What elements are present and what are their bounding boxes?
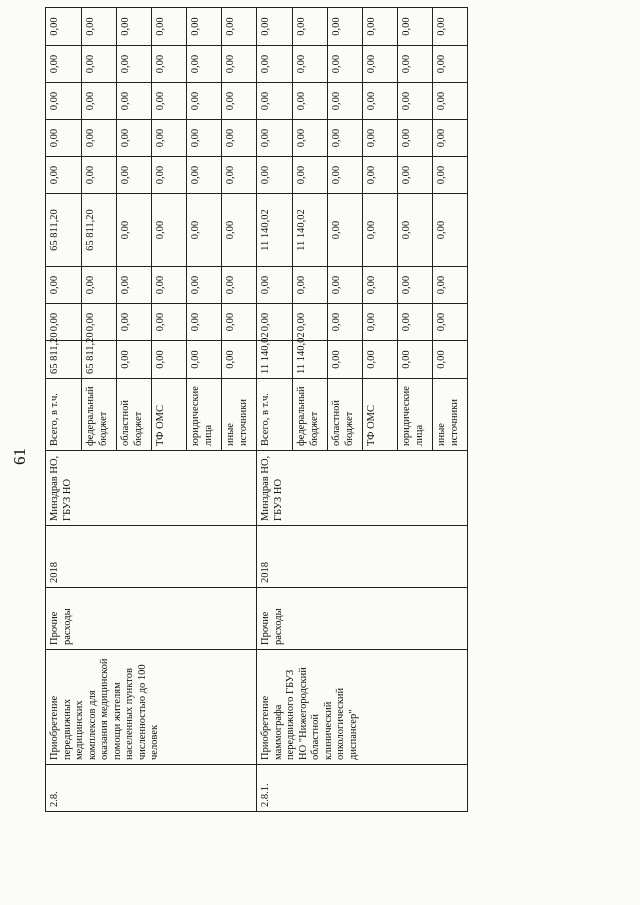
value-cell: 0,00: [117, 120, 152, 157]
value-cell: 0,00: [117, 194, 152, 267]
value-cell: 0,00: [152, 83, 187, 120]
value-cell: 0,00: [82, 8, 117, 46]
funding-source: юридические лица: [187, 379, 222, 451]
funding-source: иные источники: [433, 379, 468, 451]
value-cell: 0,00: [117, 341, 152, 379]
value-cell: 0,00: [46, 304, 82, 341]
value-cell: 0,00: [433, 267, 468, 304]
value-cell: 0,00: [433, 8, 468, 46]
funding-source: областной бюджет: [117, 379, 152, 451]
value-cell: 0,00: [293, 46, 328, 83]
item-number: 2.8.: [46, 765, 257, 812]
value-cell: 0,00: [257, 8, 293, 46]
value-cell: 0,00: [257, 46, 293, 83]
executor: Минздрав НО, ГБУЗ НО: [257, 451, 468, 526]
value-cell: 0,00: [398, 341, 433, 379]
item-name: Приобретение маммографа передвижного ГБУЗ НО "Нижегородский областной клинический онкологический диспансер": [257, 650, 468, 765]
value-cell: 0,00: [257, 267, 293, 304]
value-cell: 0,00: [398, 8, 433, 46]
value-cell: 0,00: [398, 83, 433, 120]
value-cell: 11 140,02: [257, 194, 293, 267]
value-cell: 0,00: [152, 46, 187, 83]
funding-source: иные источники: [222, 379, 257, 451]
value-cell: 0,00: [187, 341, 222, 379]
year: 2018: [46, 526, 257, 588]
value-cell: 0,00: [117, 267, 152, 304]
value-cell: 0,00: [328, 120, 363, 157]
value-cell: 0,00: [82, 304, 117, 341]
value-cell: 0,00: [222, 157, 257, 194]
item-name: Приобретение передвижных медицинских комплексов для оказания медицинской помощи жителям населенных пунктов численностью до 100 человек: [46, 650, 257, 765]
value-cell: 0,00: [257, 304, 293, 341]
value-cell: 0,00: [222, 46, 257, 83]
value-cell: 0,00: [117, 46, 152, 83]
value-cell: 0,00: [328, 304, 363, 341]
value-cell: 0,00: [222, 304, 257, 341]
value-cell: 0,00: [398, 194, 433, 267]
value-cell: 0,00: [82, 46, 117, 83]
value-cell: 0,00: [152, 194, 187, 267]
value-cell: 11 140,02: [293, 194, 328, 267]
value-cell: 0,00: [257, 83, 293, 120]
value-cell: 0,00: [82, 83, 117, 120]
value-cell: 0,00: [257, 120, 293, 157]
value-cell: 0,00: [363, 341, 398, 379]
value-cell: 0,00: [187, 83, 222, 120]
page-number: 61: [10, 448, 29, 465]
value-cell: 0,00: [46, 120, 82, 157]
value-cell: 0,00: [152, 341, 187, 379]
value-cell: 0,00: [328, 267, 363, 304]
value-cell: 0,00: [363, 83, 398, 120]
value-cell: 65 811,20: [46, 341, 82, 379]
value-cell: 0,00: [82, 267, 117, 304]
value-cell: 0,00: [293, 120, 328, 157]
funding-source: юридические лица: [398, 379, 433, 451]
value-cell: 0,00: [433, 157, 468, 194]
value-cell: 0,00: [187, 8, 222, 46]
value-cell: 0,00: [433, 341, 468, 379]
value-cell: 0,00: [363, 46, 398, 83]
value-cell: 0,00: [222, 341, 257, 379]
funding-source: Всего, в т.ч.: [257, 379, 293, 451]
value-cell: 0,00: [398, 267, 433, 304]
value-cell: 0,00: [82, 120, 117, 157]
value-cell: 0,00: [293, 157, 328, 194]
value-cell: 0,00: [117, 83, 152, 120]
value-cell: 0,00: [433, 194, 468, 267]
expense-type: Прочие расходы: [46, 588, 257, 650]
value-cell: 0,00: [187, 194, 222, 267]
value-cell: 0,00: [433, 304, 468, 341]
value-cell: 0,00: [293, 304, 328, 341]
value-cell: 0,00: [117, 8, 152, 46]
value-cell: 0,00: [398, 46, 433, 83]
funding-source: областной бюджет: [328, 379, 363, 451]
value-cell: 0,00: [82, 157, 117, 194]
value-cell: 0,00: [222, 83, 257, 120]
value-cell: 0,00: [363, 267, 398, 304]
value-cell: 11 140,02: [257, 341, 293, 379]
value-cell: 65 811,20: [82, 194, 117, 267]
value-cell: 0,00: [433, 83, 468, 120]
value-cell: 0,00: [187, 46, 222, 83]
value-cell: 0,00: [187, 267, 222, 304]
value-cell: 0,00: [328, 341, 363, 379]
value-cell: 11 140,02: [293, 341, 328, 379]
table-body: [46, 8, 468, 812]
budget-table: [45, 7, 468, 812]
value-cell: 0,00: [363, 8, 398, 46]
value-cell: 0,00: [152, 120, 187, 157]
value-cell: 0,00: [222, 8, 257, 46]
value-cell: 0,00: [363, 157, 398, 194]
value-cell: 0,00: [222, 194, 257, 267]
value-cell: 0,00: [222, 267, 257, 304]
value-cell: 0,00: [433, 46, 468, 83]
value-cell: 0,00: [46, 8, 82, 46]
value-cell: 0,00: [363, 304, 398, 341]
value-cell: 0,00: [117, 157, 152, 194]
item-number: 2.8.1.: [257, 765, 468, 812]
value-cell: 0,00: [46, 157, 82, 194]
value-cell: 0,00: [293, 83, 328, 120]
value-cell: 0,00: [293, 267, 328, 304]
value-cell: 0,00: [152, 267, 187, 304]
value-cell: 0,00: [46, 46, 82, 83]
value-cell: 0,00: [187, 304, 222, 341]
value-cell: 65 811,20: [82, 341, 117, 379]
value-cell: 0,00: [187, 157, 222, 194]
table-row: [46, 8, 82, 812]
value-cell: 0,00: [328, 83, 363, 120]
value-cell: 0,00: [328, 194, 363, 267]
value-cell: 0,00: [328, 157, 363, 194]
value-cell: 0,00: [398, 304, 433, 341]
value-cell: 0,00: [152, 304, 187, 341]
value-cell: 0,00: [152, 157, 187, 194]
funding-source: ТФ ОМС: [363, 379, 398, 451]
table-row: [257, 8, 293, 812]
value-cell: 0,00: [117, 304, 152, 341]
value-cell: 0,00: [257, 157, 293, 194]
funding-source: ТФ ОМС: [152, 379, 187, 451]
value-cell: 0,00: [293, 8, 328, 46]
executor: Минздрав НО, ГБУЗ НО: [46, 451, 257, 526]
value-cell: 0,00: [46, 267, 82, 304]
value-cell: 0,00: [433, 120, 468, 157]
value-cell: 0,00: [363, 120, 398, 157]
funding-source: федеральный бюджет: [293, 379, 328, 451]
value-cell: 0,00: [363, 194, 398, 267]
value-cell: 0,00: [398, 120, 433, 157]
funding-source: Всего, в т.ч.: [46, 379, 82, 451]
value-cell: 0,00: [328, 8, 363, 46]
value-cell: 0,00: [328, 46, 363, 83]
expense-type: Прочие расходы: [257, 588, 468, 650]
value-cell: 0,00: [222, 120, 257, 157]
value-cell: 0,00: [152, 8, 187, 46]
year: 2018: [257, 526, 468, 588]
funding-source: федеральный бюджет: [82, 379, 117, 451]
value-cell: 0,00: [398, 157, 433, 194]
value-cell: 65 811,20: [46, 194, 82, 267]
value-cell: 0,00: [46, 83, 82, 120]
value-cell: 0,00: [187, 120, 222, 157]
